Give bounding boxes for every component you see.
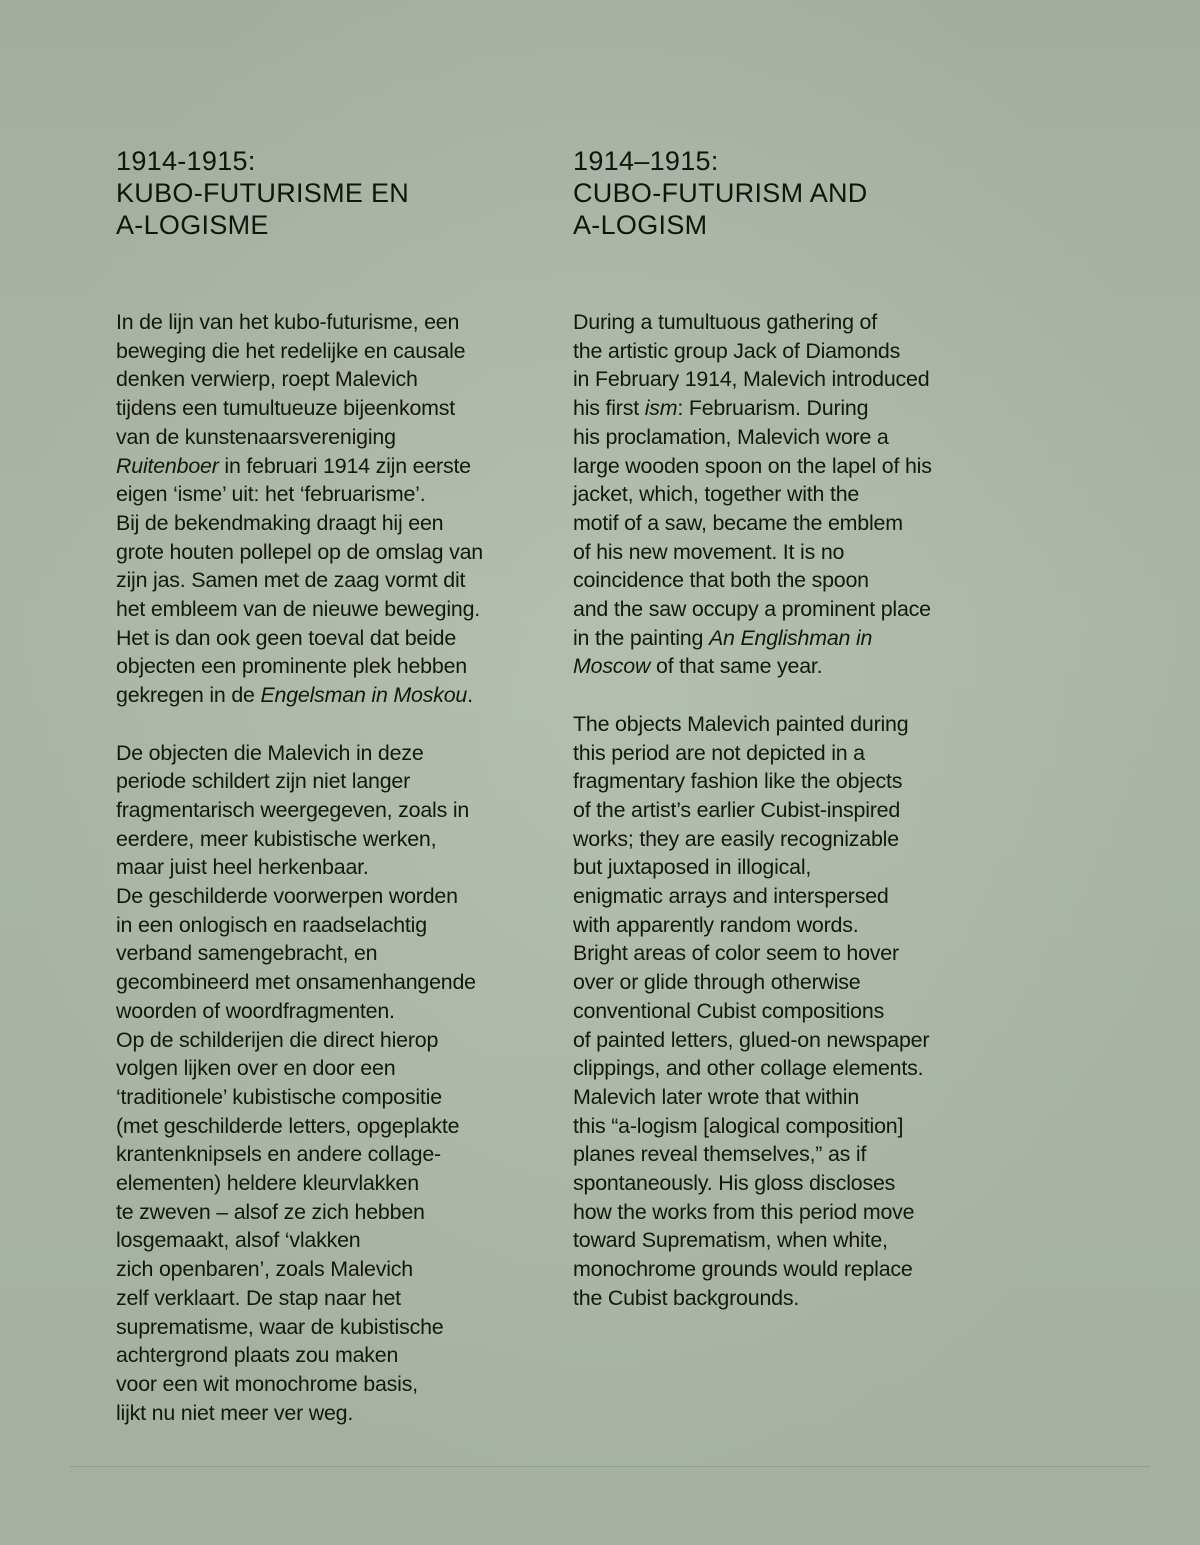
dutch-text-line: grote houten pollepel op de omslag van [116, 539, 484, 564]
english-text-line: Moscow of that same year. [573, 654, 823, 679]
italic-title: Moscow [573, 654, 651, 679]
paragraph-gap [573, 681, 1013, 710]
english-text-line: how the works from this period move [573, 1199, 915, 1224]
dutch-text-line: maar juist heel herkenbaar. [116, 855, 369, 880]
dutch-text-line: lijkt nu niet meer ver weg. [116, 1400, 354, 1425]
dutch-body-text [116, 308, 561, 1427]
english-text-line: monochrome grounds would replace [573, 1257, 913, 1282]
dutch-text-line: voor een wit monochrome basis, [116, 1372, 418, 1396]
english-text-line: enigmatic arrays and interspersed [573, 884, 889, 909]
dutch-text-line: woorden of woordfragmenten. [116, 998, 395, 1023]
italic-title: Engelsman in Moskou [260, 683, 468, 708]
dutch-text-line: losgemaakt, alsof ‘vlakken [116, 1228, 361, 1253]
english-text-line: During a tumultuous gathering of [573, 310, 877, 334]
dutch-text-line: periode schildert zijn niet langer [116, 769, 411, 794]
dutch-text-line: Op de schilderijen die direct hierop [116, 1027, 439, 1052]
english-text-line: spontaneously. His gloss discloses [573, 1171, 896, 1196]
dutch-text-line: verband samengebracht, en [116, 941, 378, 966]
english-text-line: of the artist’s earlier Cubist-inspired [573, 797, 901, 822]
english-text-line: Bright areas of color seem to hover [573, 941, 899, 966]
dutch-text-line: zich openbaren’, zoals Malevich [116, 1257, 413, 1282]
english-text-line: jacket, which, together with the [573, 482, 860, 507]
english-text-line: of his new movement. It is no [573, 539, 845, 564]
english-text-line: this period are not depicted in a [573, 740, 865, 765]
dutch-text-line: te zweven – alsof ze zich hebben [116, 1199, 425, 1224]
english-text-line: the artistic group Jack of Diamonds [573, 338, 901, 363]
english-text-line: the Cubist backgrounds. [573, 1285, 800, 1310]
dutch-column [116, 145, 561, 1425]
english-text-line: motif of a saw, became the emblem [573, 510, 903, 535]
english-heading [573, 145, 1013, 241]
english-text-line: large wooden spoon on the lapel of his [573, 453, 932, 478]
english-text-line: in February 1914, Malevich introduced [573, 367, 930, 392]
english-text-line: his first ism: Februarism. During [573, 396, 869, 421]
dutch-text-line: in een onlogisch en raadselachtig [116, 912, 427, 937]
dutch-text-line: In de lijn van het kubo-futurisme, een [116, 310, 460, 334]
english-text-line: this “a-logism [alogical composition] [573, 1113, 904, 1138]
english-text-line: fragmentary fashion like the objects [573, 769, 903, 794]
dutch-text-line: achtergrond plaats zou maken [116, 1343, 399, 1368]
dutch-text-line: (met geschilderde letters, opgeplakte [116, 1113, 460, 1138]
english-text-line: planes reveal themselves,” as if [573, 1142, 867, 1167]
dutch-text-line: ‘traditionele’ kubistische compositie [116, 1084, 442, 1109]
dutch-text-line: eerdere, meer kubistische werken, [116, 826, 437, 851]
dutch-heading-line: A-LOGISME [116, 210, 269, 240]
english-heading-line: A-LOGISM [573, 210, 708, 240]
italic-title: ism [644, 396, 678, 421]
dutch-text-line: zijn jas. Samen met de zaag vormt dit [116, 568, 466, 593]
english-text-line: Malevich later wrote that within [573, 1084, 860, 1109]
dutch-heading [116, 145, 561, 241]
dutch-text-line: fragmentarisch weergegeven, zoals in [116, 797, 470, 822]
bottom-divider [70, 1466, 1150, 1467]
english-text-line: conventional Cubist compositions [573, 998, 885, 1023]
english-text-line: The objects Malevich painted during [573, 711, 909, 736]
dutch-text-line: objecten een prominente plek hebben [116, 654, 467, 679]
english-text-line: in the painting An Englishman in [573, 625, 873, 650]
dutch-text-line: zelf verklaart. De stap naar het [116, 1285, 401, 1310]
english-text-line: clippings, and other collage elements. [573, 1056, 924, 1081]
english-text-line: of painted letters, glued-on newspaper [573, 1027, 930, 1052]
italic-title: An Englishman in [708, 625, 873, 650]
english-text-line: with apparently random words. [573, 912, 859, 937]
english-text-line: his proclamation, Malevich wore a [573, 424, 889, 449]
dutch-text-line: suprematisme, waar de kubistische [116, 1314, 444, 1339]
dutch-text-line: gekregen in de Engelsman in Moskou. [116, 683, 473, 708]
dutch-text-line: Ruitenboer in februari 1914 zijn eerste [116, 453, 471, 478]
english-text-line: and the saw occupy a prominent place [573, 597, 931, 622]
dutch-text-line: beweging die het redelijke en causale [116, 338, 466, 363]
dutch-text-line: van de kunstenaarsvereniging [116, 424, 396, 449]
english-text-line: works; they are easily recognizable [573, 826, 899, 851]
dutch-text-line: Bij de bekendmaking draagt hij een [116, 510, 444, 535]
dutch-text-line: krantenknipsels en andere collage- [116, 1142, 441, 1167]
dutch-text-line: eigen ‘isme’ uit: het ‘februarisme’. [116, 482, 426, 507]
dutch-text-line: De geschilderde voorwerpen worden [116, 884, 458, 909]
italic-title: Ruitenboer [116, 453, 219, 478]
dutch-heading-line: KUBO-FUTURISME EN [116, 178, 410, 208]
dutch-text-line: volgen lijken over en door een [116, 1056, 396, 1081]
english-heading-line: 1914–1915: [573, 146, 719, 176]
english-column [573, 145, 1013, 1310]
dutch-text-line: Het is dan ook geen toeval dat beide [116, 625, 457, 650]
dutch-text-line: gecombineerd met onsamenhangende [116, 970, 476, 995]
english-text-line: over or glide through otherwise [573, 970, 861, 995]
english-text-line: toward Suprematism, when white, [573, 1228, 888, 1253]
dutch-heading-line: 1914-1915: [116, 146, 256, 176]
paragraph-gap [116, 710, 561, 739]
dutch-text-line: De objecten die Malevich in deze [116, 740, 424, 765]
english-heading-line: CUBO-FUTURISM AND [573, 178, 868, 208]
dutch-text-line: het embleem van de nieuwe beweging. [116, 597, 481, 622]
dutch-text-line: denken verwierp, roept Malevich [116, 367, 418, 392]
english-text-line: coincidence that both the spoon [573, 568, 869, 593]
english-text-line: but juxtaposed in illogical, [573, 855, 812, 880]
dutch-text-line: elementen) heldere kleurvlakken [116, 1171, 419, 1196]
dutch-text-line: tijdens een tumultueuze bijeenkomst [116, 396, 456, 421]
english-body-text [573, 308, 1013, 1313]
